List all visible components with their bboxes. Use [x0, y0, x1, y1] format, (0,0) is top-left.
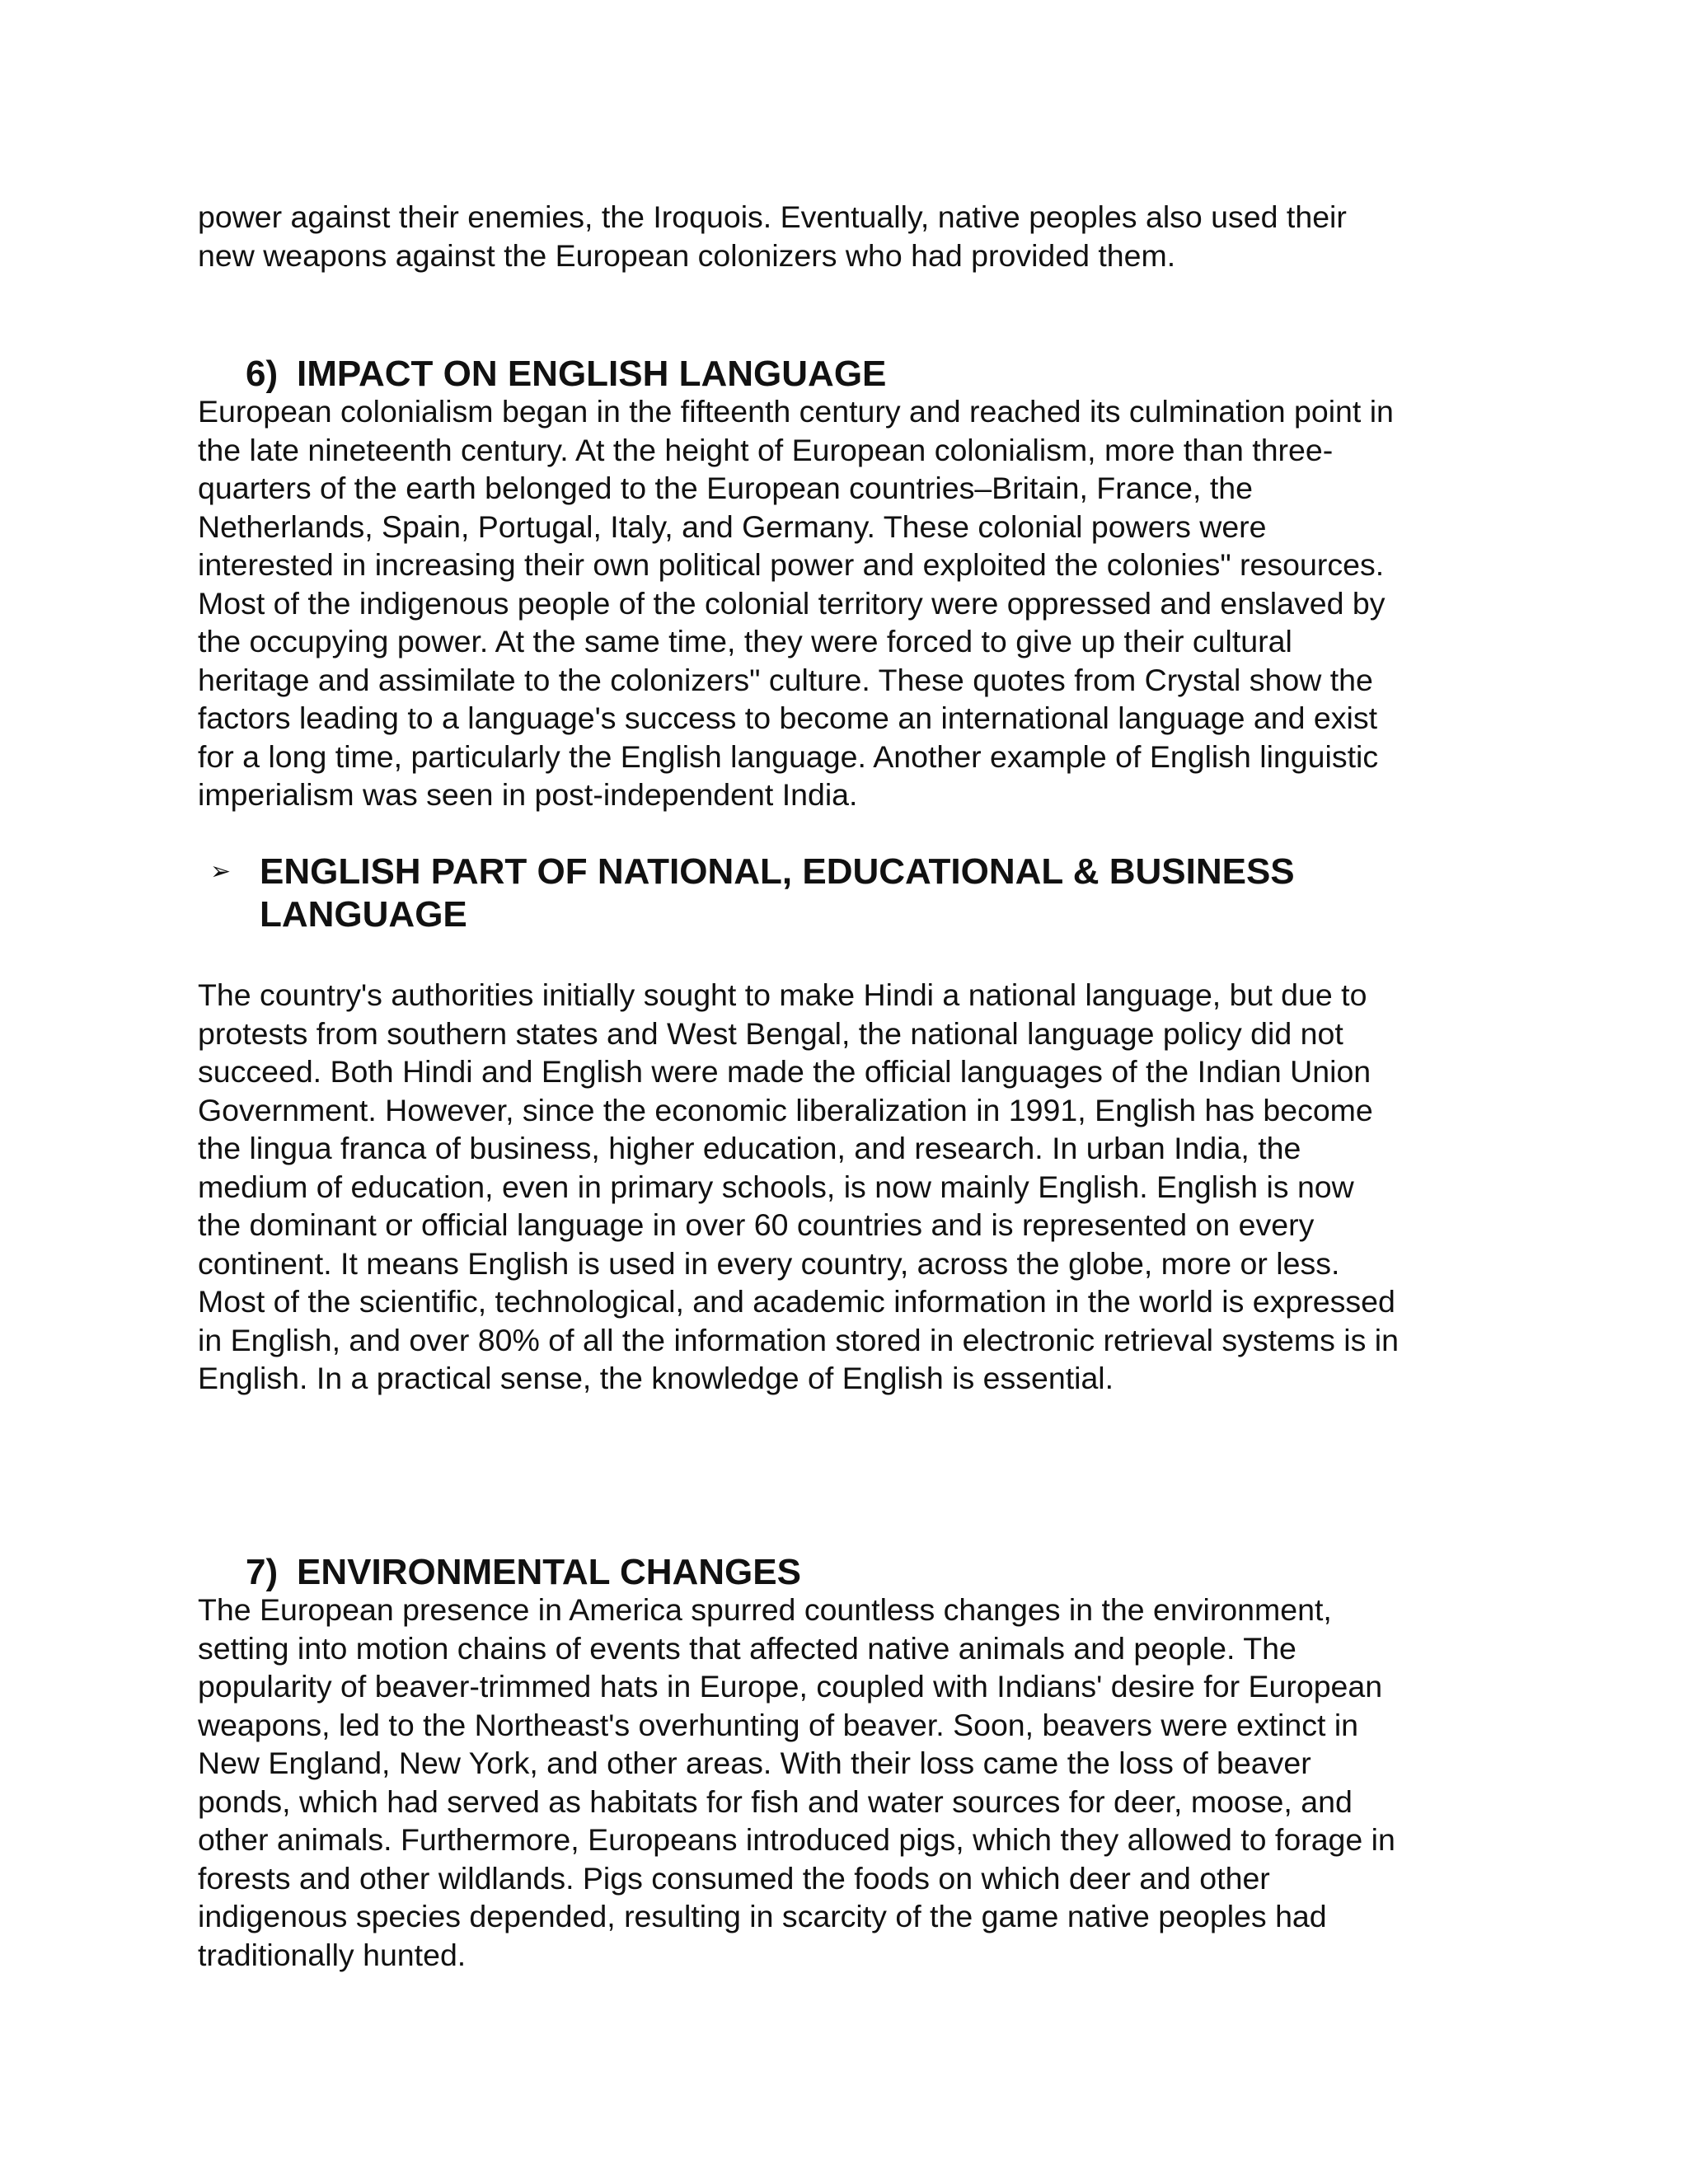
- environmental-paragraph: The European presence in America spurred countless changes in the environment, setting into motion chains of events that affected native animals and people. The popularity of beaver-trimmed hats in Europe, coupled with Indians' desire for European weapons, led to the Northeast's overhunting of beaver. Soon, beavers were extinct in New England, New York, and other areas. With their loss came the loss of beaver ponds, which had served as habitats for fish and water sources for deer, moose, and other animals. Furthermore, Europeans introduced pigs, which they allowed to forage in forests and other wildlands. Pigs consumed the foods on which deer and other indigenous species depended, resulting in scarcity of the game native peoples had traditionally hunted.: [198, 1592, 1395, 1972]
- english-part-paragraph: The country's authorities initially sought to make Hindi a national language, but due to protests from southern states and West Bengal, the national language policy did not succeed. Both Hindi and English were made the official languages of the Indian Union Government. However, since the economic liberalization in 1991, English has become the lingua franca of business, higher education, and research. In urban India, the medium of education, even in primary schools, is now mainly English. English is now the dominant or official language in over 60 countries and is represented on every continent. It means English is used in every country, across the globe, more or less. Most of the scientific, technological, and academic information in the world is expressed in English, and over 80% of all the information stored in electronic retrieval systems is in English. In a practical sense, the knowledge of English is essential.: [198, 977, 1399, 1395]
- heading-environmental-changes: [246, 1508, 801, 1594]
- heading-number: 7): [246, 1552, 279, 1592]
- heading-title: ENVIRONMENTAL CHANGES: [297, 1552, 801, 1592]
- intro-paragraph: power against their enemies, the Iroquois. Eventually, native peoples also used their new weapons against the European colonizers who had provided them.: [198, 199, 1347, 273]
- heading-title: IMPACT ON ENGLISH LANGUAGE: [297, 354, 887, 394]
- heading-number: 6): [246, 354, 279, 394]
- impact-paragraph: European colonialism began in the fifteenth century and reached its culmination point in the late nineteenth century. At the height of European colonialism, more than three- quarters of the earth belonged to the European countries–Britain, France, the Netherlands, Spain, Portugal, Italy, and Germany. These colonial powers were interested in increasing their own political power and exploited the colonies" resources. Most of the indigenous people of the colonial territory were oppressed and enslaved by the occupying power. At the same time, they were forced to give up their cultural heritage and assimilate to the colonizers" culture. These quotes from Crystal show the factors leading to a language's success to become an international language and exist for a long time, particularly the English language. Another example of English linguistic imperialism was seen in post-independent India.: [198, 394, 1394, 812]
- heading-title: ENGLISH PART OF NATIONAL, EDUCATIONAL & BUSINESS LANGUAGE: [260, 851, 1295, 935]
- heading-english-part-of-national-language: [210, 851, 1447, 936]
- arrow-bullet-icon: ➢: [210, 857, 232, 886]
- heading-impact-on-english-language: [246, 310, 886, 396]
